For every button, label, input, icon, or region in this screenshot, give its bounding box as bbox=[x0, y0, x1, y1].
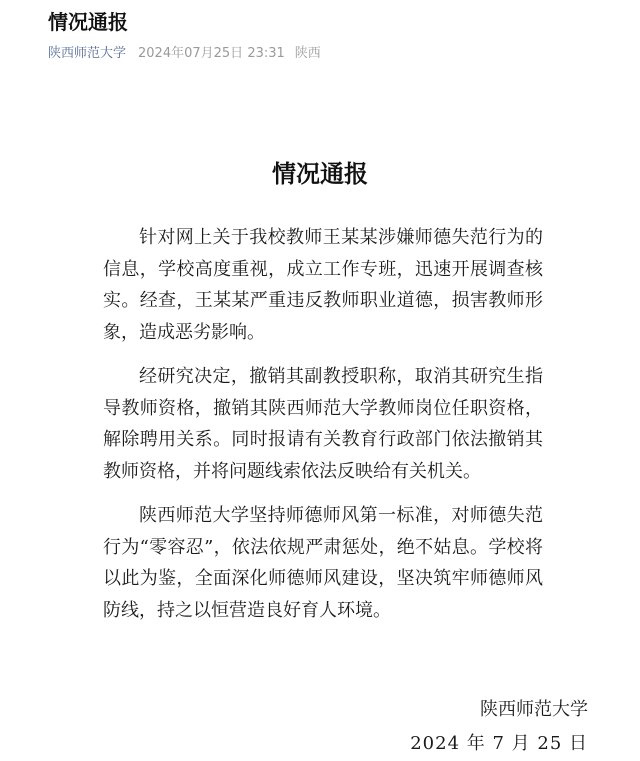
article-title: 情况通报 bbox=[48, 10, 128, 34]
signature-date: 2024 年 7 月 25 日 bbox=[410, 733, 588, 754]
notice-paragraph: 经研究决定，撤销其副教授职称，取消其研究生指导教师资格，撤销其陕西师范大学教师岗位任职资格，解除聘用关系。同时报请有关教育行政部门依法撤销其教师资格，并将问题线索依法反映给有关机关。 bbox=[103, 366, 543, 482]
publish-time: 2024年07月25日 23:31 bbox=[138, 46, 285, 61]
publish-location: 陕西 bbox=[294, 46, 321, 61]
notice-paragraph: 陕西师范大学坚持师德师风第一标准，对师德失范行为“零容忍”，依法依规严肃惩处，绝不姑息。学校将以此为鉴，全面深化师德师风建设，坚决筑牢师德师风防线，持之以恒营造良好育人环境。 bbox=[103, 505, 543, 621]
signature-organization: 陕西师范大学 bbox=[480, 699, 588, 720]
article-meta bbox=[48, 44, 321, 64]
notice-title: 情况通报 bbox=[272, 159, 368, 188]
notice-paragraph: 针对网上关于我校教师王某某涉嫌师德失范行为的信息，学校高度重视，成立工作专班，迅速开展调查核实。经查，王某某严重违反教师职业道德，损害教师形象，造成恶劣影响。 bbox=[103, 227, 543, 343]
author-link[interactable]: 陕西师范大学 bbox=[48, 46, 127, 61]
notice-body bbox=[103, 222, 543, 639]
